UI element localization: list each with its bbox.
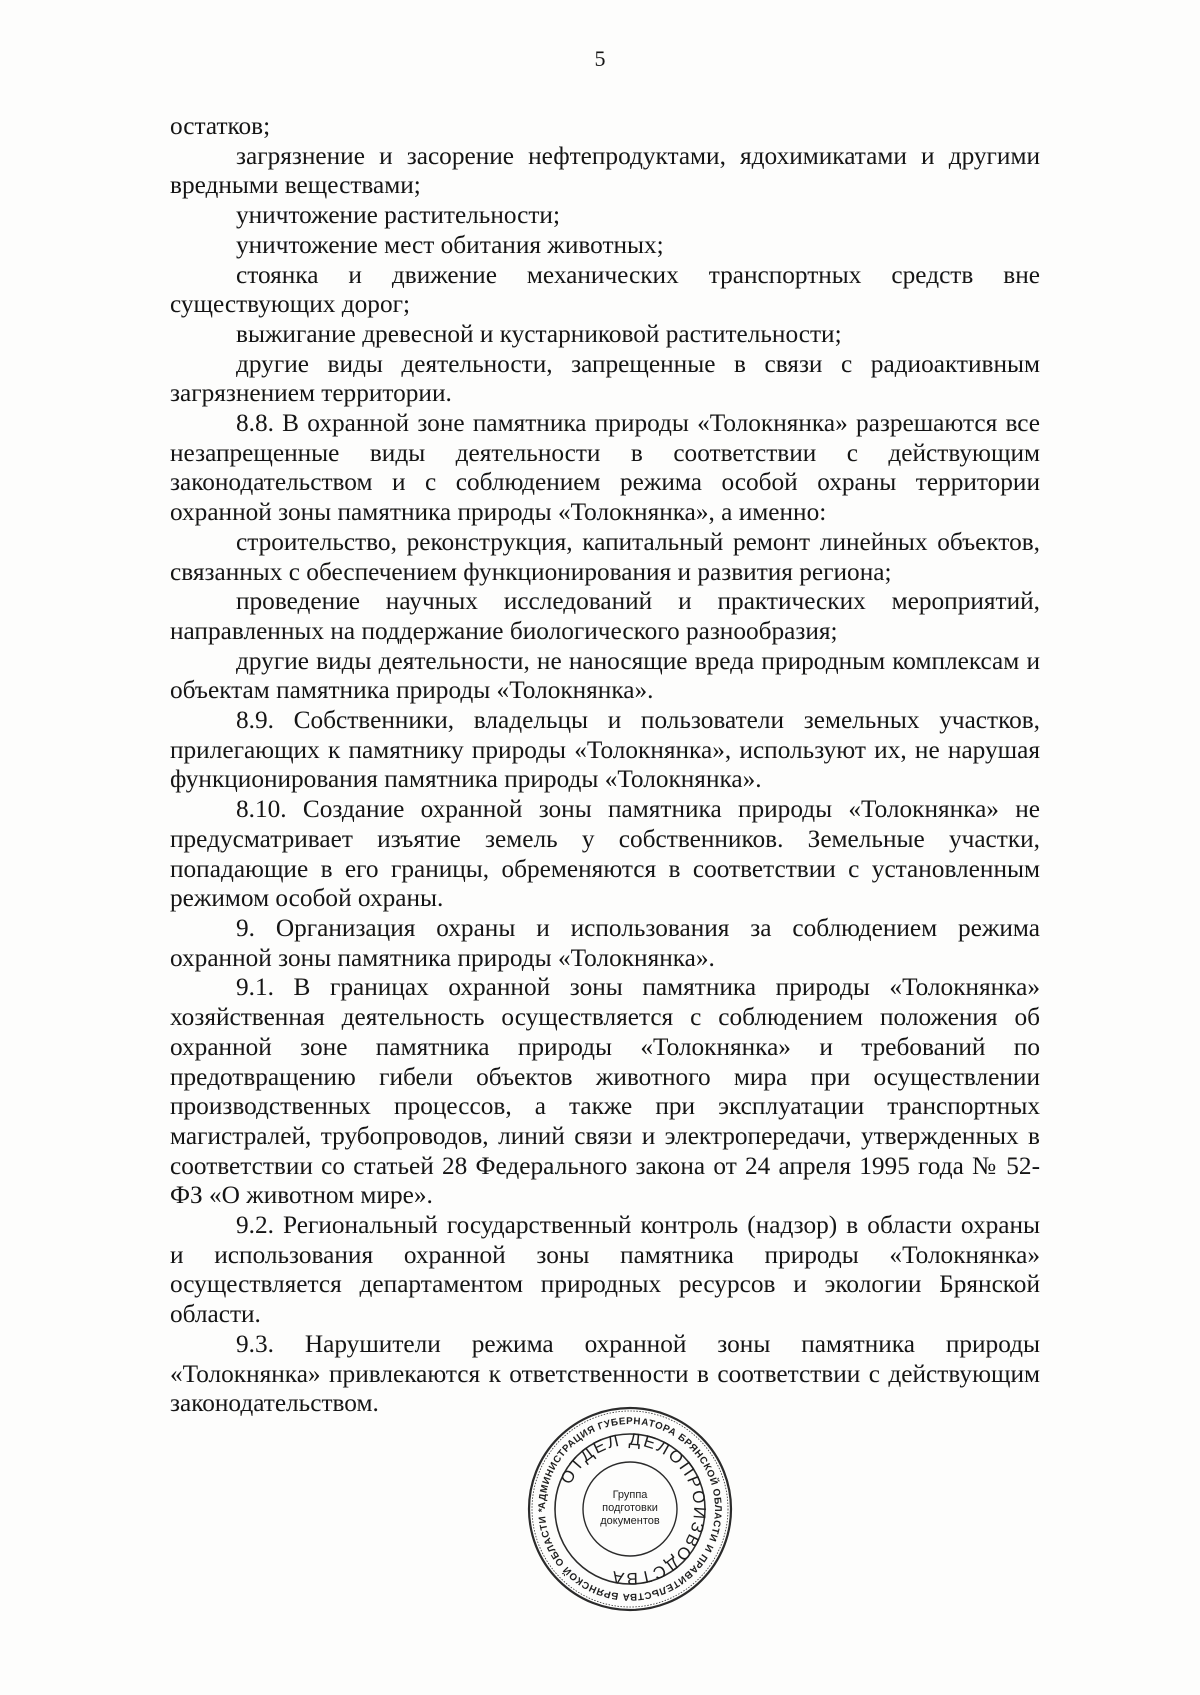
paragraph: стоянка и движение механических транспортных средств вне существующих дорог; [170, 260, 1040, 319]
paragraph: 9.2. Региональный государственный контроль (надзор) в области охраны и использования охранной зоны памятника природы «Толокнянка» осуществляется департаментом природных ресурсов и экологии Брянской области. [170, 1211, 1040, 1329]
paragraph: 9.1. В границах охранной зоны памятника природы «Толокнянка» хозяйственная деятельность осуществляется с соблюдением положения об охранной зоне памятника природы «Толокнянка» и требований по предотвращению гибели объектов животного мира при осуществлении производственных процессов, а также при эксплуатации транспортных магистралей, трубопроводов, линий связи и электропередачи, утвержденных в соответствии со статьей 28 Федерального закона от 24 апреля 1995 года № 52-ФЗ «О животном мире». [170, 973, 1040, 1210]
paragraph: загрязнение и засорение нефтепродуктами, ядохимикатами и другими вредными веществами; [170, 141, 1040, 200]
stamp-center-text [600, 1489, 660, 1527]
paragraph: строительство, реконструкция, капитальный ремонт линейных объектов, связанных с обеспечением функционирования и развития региона; [170, 527, 1040, 586]
paragraph: 9.3. Нарушители режима охранной зоны памятника природы «Толокнянка» привлекаются к ответственности в соответствии с действующим законодательством. [170, 1329, 1040, 1418]
official-stamp [525, 1404, 735, 1614]
stamp-seal [525, 1404, 735, 1614]
paragraph: проведение научных исследований и практических мероприятий, направленных на поддержание биологического разнообразия; [170, 587, 1040, 645]
paragraph: другие виды деятельности, запрещенные в связи с радиоактивным загрязнением территории. [170, 349, 1040, 408]
document-body [170, 112, 1040, 1419]
paragraph: другие виды деятельности, не наносящие вреда природным комплексам и объектам памятника природы «Толокнянка». [170, 646, 1040, 705]
paragraph: 9. Организация охраны и использования за соблюдением режима охранной зоны памятника природы «Толокнянка». [170, 913, 1040, 972]
stamp-middle-text: ОТДЕЛ ДЕЛОПРОИЗВОДСТВА [556, 1429, 710, 1589]
paragraph: 8.8. В охранной зоне памятника природы «Толокнянка» разрешаются все незапрещенные виды деятельности в соответствии с действующим законодательством и с соблюдением режима особой охраны территории охранной зоны памятника природы «Толокнянка», а именно: [170, 409, 1040, 527]
paragraph: 8.9. Собственники, владельцы и пользователи земельных участков, прилегающих к памятнику природы «Толокнянка», используют их, не нарушая функционирования памятника природы «Толокнянка». [170, 706, 1040, 794]
paragraph: уничтожение растительности; [236, 201, 560, 230]
stamp-outer-text: АДМИНИСТРАЦИЯ ГУБЕРНАТОРА БРЯНСКОЙ ОБЛАСТИ И ПРАВИТЕЛЬСТВА БРЯНСКОЙ ОБЛАСТИ * [536, 1415, 724, 1603]
page-number: 5 [594, 46, 606, 71]
paragraph: остатков; [170, 112, 271, 140]
stamp-center-line: документов [600, 1515, 660, 1527]
stamp-center-line: подготовки [602, 1502, 658, 1514]
paragraph: выжигание древесной и кустарниковой растительности; [236, 319, 842, 348]
paragraph: уничтожение мест обитания животных; [236, 230, 664, 259]
stamp-center-line: Группа [612, 1489, 648, 1501]
paragraph: 8.10. Создание охранной зоны памятника природы «Толокнянка» не предусматривает изъятие земель у собственников. Земельные участки, попадающие в его границы, обременяются в соответствии с установленным режимом особой охраны. [170, 795, 1040, 913]
